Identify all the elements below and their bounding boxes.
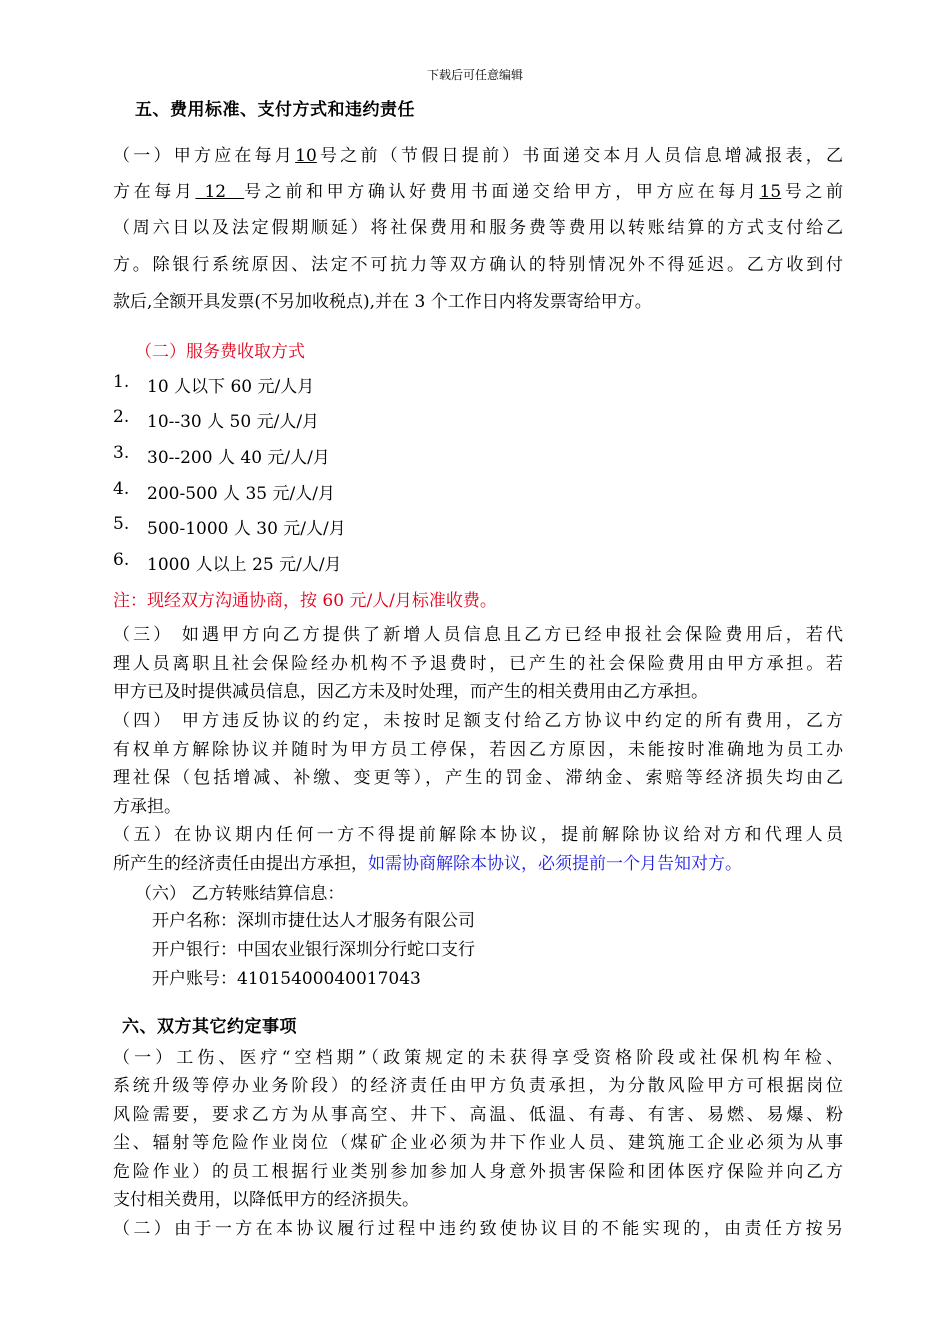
fee-item-text: 1000 人以上 25 元/人/月 xyxy=(147,555,342,575)
fee-item-text: 10--30 人 50 元/人/月 xyxy=(147,412,320,432)
s5-p3-line3: 甲方已及时提供减员信息，因乙方未及时处理，而产生的相关费用由乙方承担。 xyxy=(113,682,708,702)
fee-item-num: 5. xyxy=(113,514,130,534)
section-6-title: 六、双方其它约定事项 xyxy=(122,1017,297,1037)
fee-item-num: 4. xyxy=(113,479,130,499)
fee-item-num: 6. xyxy=(113,550,130,570)
s5-p4-line4: 方承担。 xyxy=(113,797,181,817)
s5-p4-line2: 有权单方解除协议并随时为甲方员工停保，若因乙方原因，未能按时准确地为员工办 xyxy=(113,740,843,760)
account-name: 开户名称：深圳市捷仕达人才服务有限公司 xyxy=(152,911,475,931)
s6-p1-line3: 风险需要，要求乙方为从事高空、井下、高温、低温、有毒、有害、易燃、易爆、粉 xyxy=(113,1105,843,1125)
fee-item-text: 30--200 人 40 元/人/月 xyxy=(147,448,330,468)
fee-item-text: 200-500 人 35 元/人/月 xyxy=(147,484,335,504)
s6-p2-line1: （二）由于一方在本协议履行过程中违约致使协议目的不能实现的，由责任方按另 xyxy=(113,1219,843,1239)
fee-item-num: 2. xyxy=(113,407,130,427)
fee-item-num: 1. xyxy=(113,372,130,392)
s6-p1-line6: 支付相关费用，以降低甲方的经济损失。 xyxy=(113,1190,419,1210)
s5-p3-line2: 理人员离职且社会保险经办机构不予退费时，已产生的社会保险费用由甲方承担。若 xyxy=(113,654,843,674)
s6-p1-line1: （一）工伤、医疗“空档期”（政策规定的未获得享受资格阶段或社保机构年检、 xyxy=(113,1048,843,1068)
account-bank: 开户银行：中国农业银行深圳分行蛇口支行 xyxy=(152,940,475,960)
s5-p1-line5: 款后,全额开具发票(不另加收税点),并在 3 个工作日内将发票寄给甲方。 xyxy=(113,292,652,312)
transfer-info-title: （六） 乙方转账结算信息： xyxy=(135,884,345,904)
s5-p5-line2: 所产生的经济责任由提出方承担，如需协商解除本协议，必须提前一个月告知对方。 xyxy=(113,854,742,874)
fee-note: 注：现经双方沟通协商，按 60 元/人/月标准收费。 xyxy=(113,591,497,611)
s5-p1-line2: 方在每月 12 号之前和甲方确认好费用书面递交给甲方，甲方应在每月15号之前 xyxy=(113,182,844,202)
s6-p1-line5: 危险作业）的员工根据行业类别参加参加人身意外损害保险和团体医疗保险并向乙方 xyxy=(113,1162,843,1182)
s6-p1-line2: 系统升级等停办业务阶段）的经济责任由甲方负责承担，为分散风险甲方可根据岗位 xyxy=(113,1076,843,1096)
s5-p1-line1: （一）甲方应在每月10号之前（节假日提前）书面递交本月人员信息增减报表，乙 xyxy=(113,146,844,166)
s5-p3-line1: （三） 如遇甲方向乙方提供了新增人员信息且乙方已经申报社会保险费用后，若代 xyxy=(113,625,843,645)
fee-item-num: 3. xyxy=(113,443,130,463)
account-number: 开户账号：41015400040017043 xyxy=(152,969,421,989)
notice-requirement: 如需协商解除本协议，必须提前一个月告知对方。 xyxy=(368,854,742,874)
s5-p1-line3: （周六日以及法定假期顺延）将社保费用和服务费等费用以转账结算的方式支付给乙 xyxy=(113,218,843,238)
s6-p1-line4: 尘、辐射等危险作业岗位（煤矿企业必须为井下作业人员、建筑施工企业必须为从事 xyxy=(113,1133,843,1153)
s5-p4-line1: （四） 甲方违反协议的约定，未按时足额支付给乙方协议中约定的所有费用，乙方 xyxy=(113,711,843,731)
page-header: 下载后可任意编辑 xyxy=(426,68,523,82)
s5-p5-line1: （五）在协议期内任何一方不得提前解除本协议，提前解除协议给对方和代理人员 xyxy=(113,825,843,845)
s5-p1-line4: 方。除银行系统原因、法定不可抗力等双方确认的特别情况外不得延迟。乙方收到付 xyxy=(113,255,843,275)
fee-item-text: 10 人以下 60 元/人月 xyxy=(147,377,315,397)
fee-item-text: 500-1000 人 30 元/人/月 xyxy=(147,519,346,539)
section-5-title: 五、费用标准、支付方式和违约责任 xyxy=(135,100,415,120)
s5-p4-line3: 理社保（包括增减、补缴、变更等），产生的罚金、滞纳金、索赔等经济损失均由乙 xyxy=(113,768,843,788)
fee-section-title: （二）服务费收取方式 xyxy=(135,342,305,362)
